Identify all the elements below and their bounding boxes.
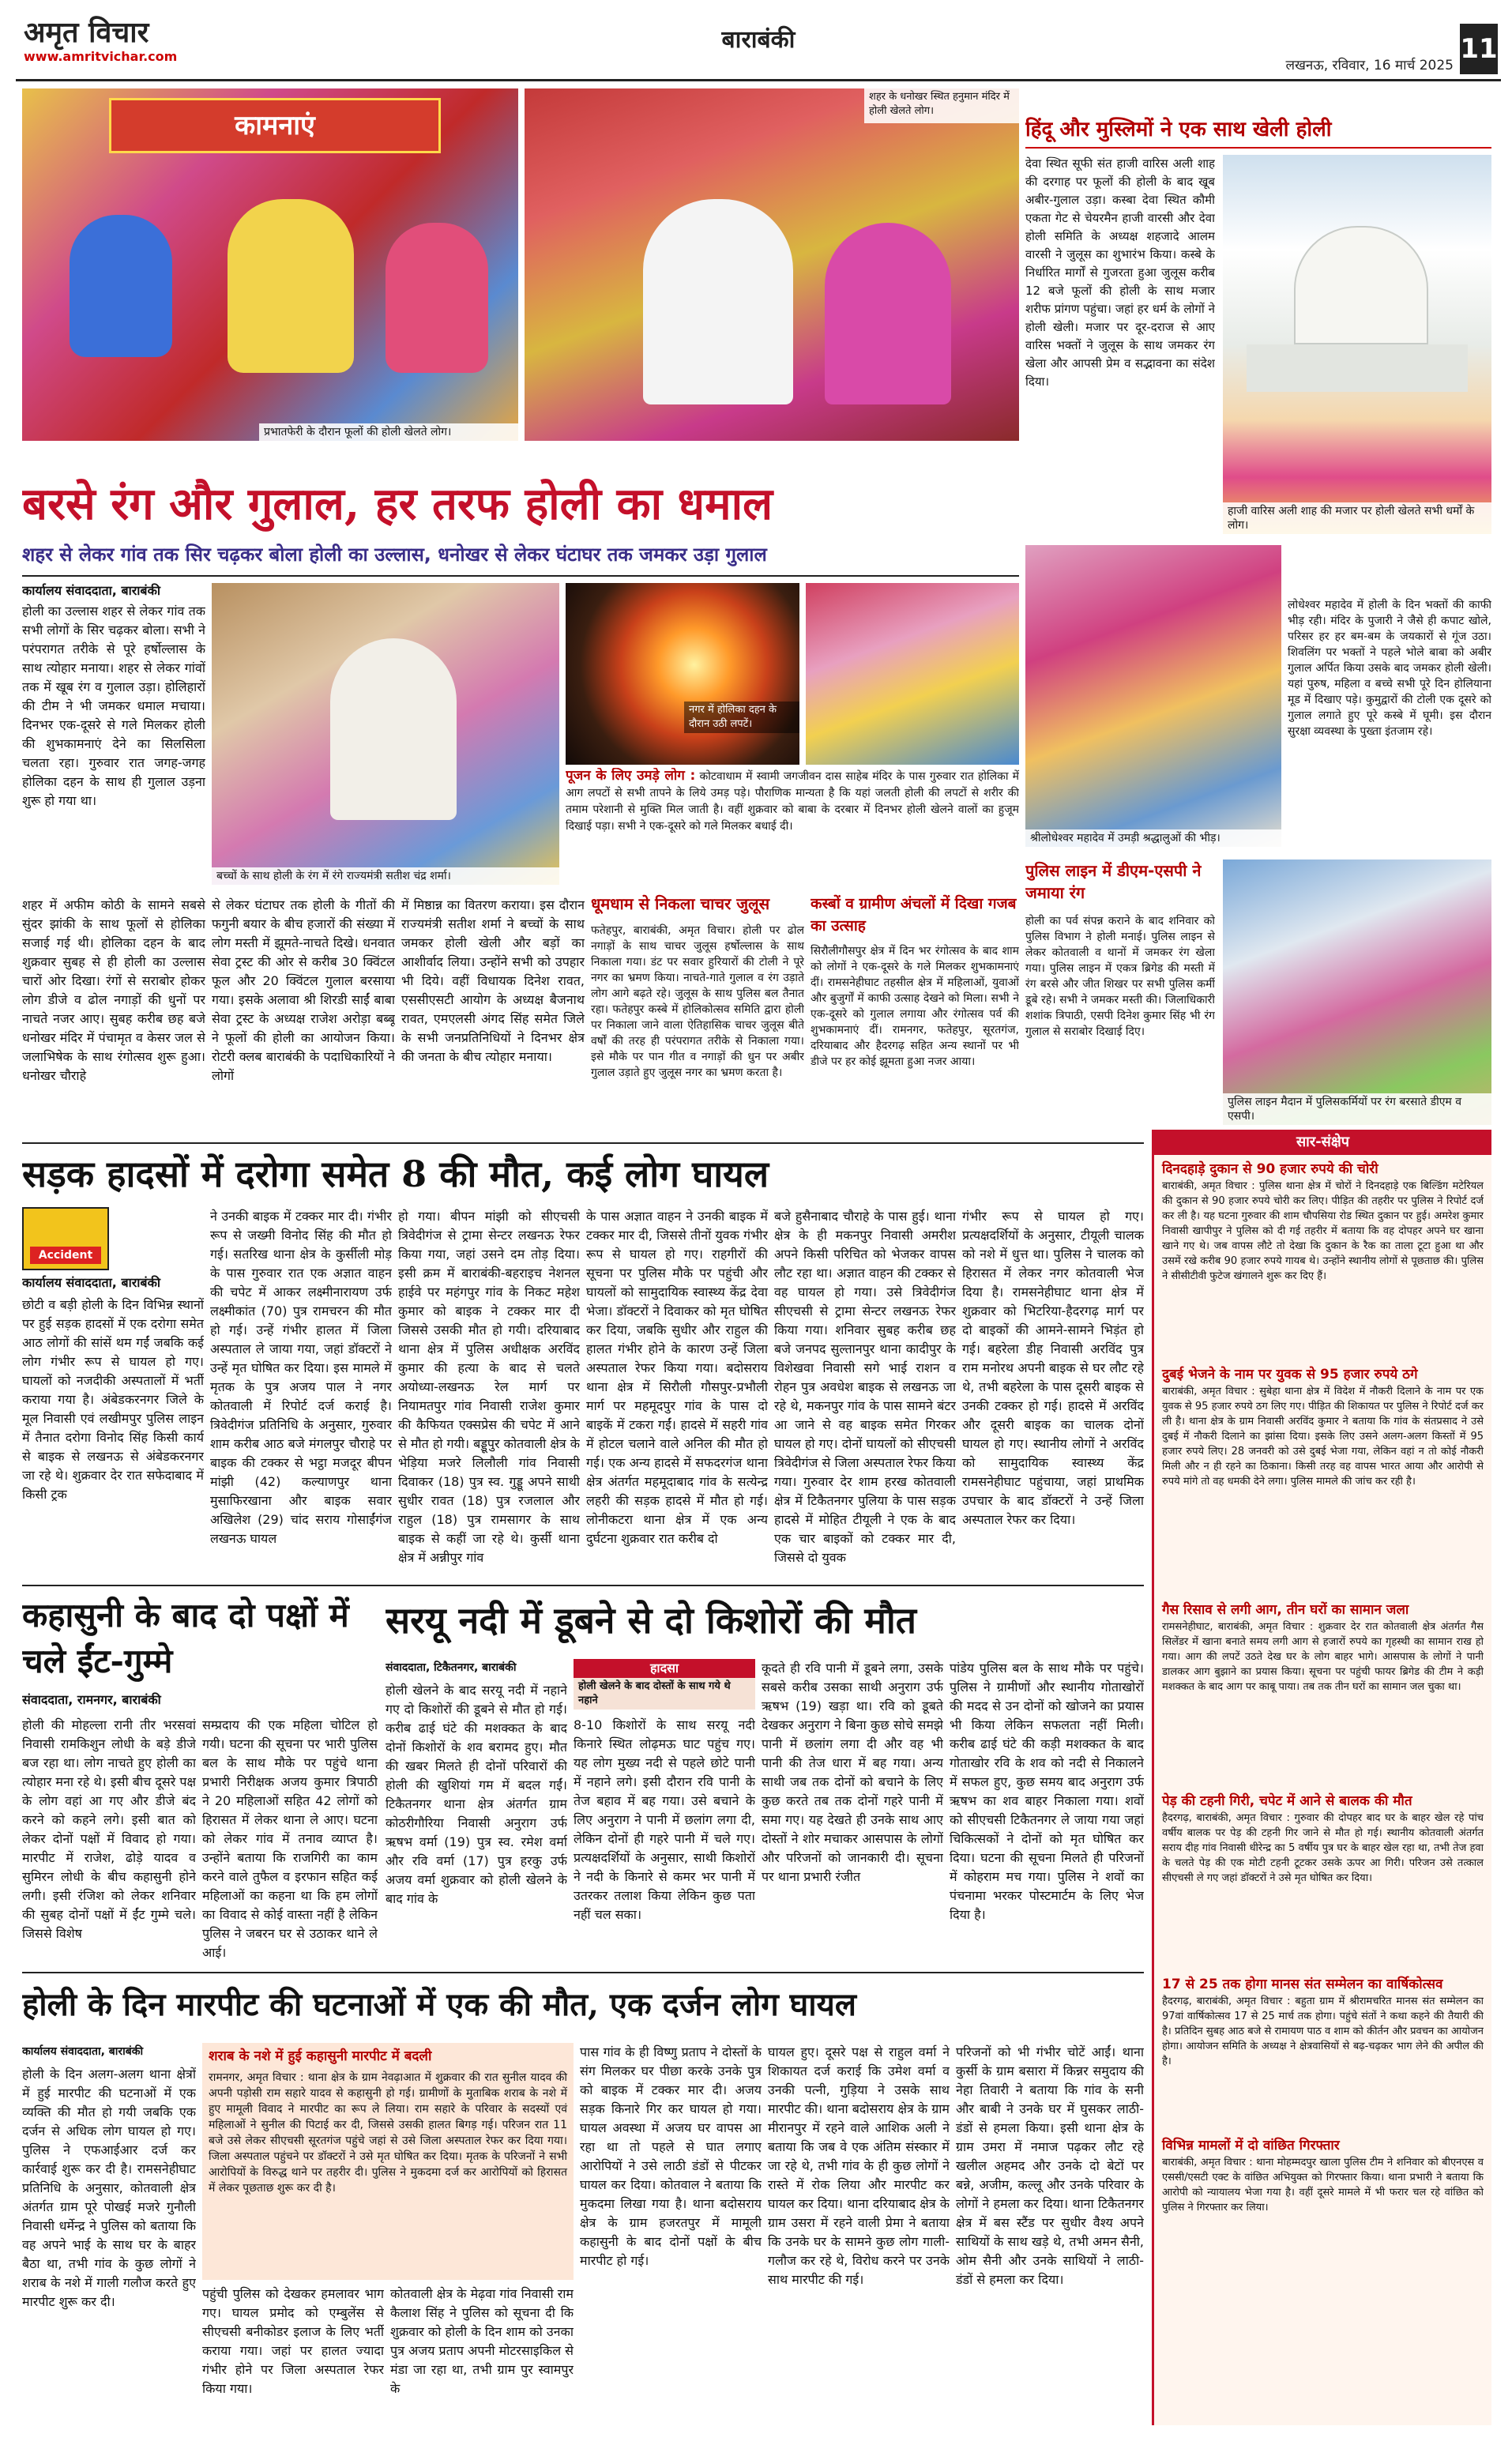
unity-body: देवा स्थित सूफी संत हाजी वारिस अली शाह की दरगाह पर फूलों की होली के बाद खूब अबीर-गुलाल उड़ा। कस्बा देवा स्थित कौमी एकता गेट से चेयरमैन हाजी वारसी और देवा होली समिति के अध्यक्ष शहजादे आलम वारसी ने जुलूस का शुभारंभ किया। कस्बे के निर्धारित मार्गों से गुजरता हुआ जुलूस करीब 12 बजे फूलों की होली के साथ मजार शरीफ प्रांगण पहुंचा। जहां हर धर्म के लोगों ने होली खेली। मजार पर दूर-दराज से आए वारिस भक्तों ने जुलूस के साथ जमकर रंग खेला और आपसी प्रेम व सद्भावना का संदेश दिया। [1025,156,1215,389]
figure-shape [825,223,951,404]
quarrel-col6: परिजनों को भी गंभीर चोटें आईं। थाना कुर्सी के ग्राम बसारा में किन्नर समुदाय की नेहा तिवारी ने बताया कि गांव के सनी और बाबी ने उनके घर में घुसकर लाठी-डंडों से हमला किया। इसी थाना क्षेत्र के ग्राम उमरा में नमाज पढ़कर लौट रहे खलील अहमद और उनके दो बेटों पर बन्ने, अजीम, कल्लू और उनके परिवार के लोगों ने हमला कर दिया। थाना टिकैतनगर क्षेत्र में बस स्टैंड पर सुधीर वैश्य अपने साथियों के साथ खड़े थे, तभी अमन सैनी, ओम सैनी और उनके साथियों ने लाठी-डंडों से हमला कर दिया। [956,2044,1144,2287]
villages-body: सिरौलीगौसपुर क्षेत्र में दिन भर रंगोत्सव के बाद शाम को लोगों ने एक-दूसरे के गले मिलकर शुभकामनाएं दीं। रामसनेहीघाट तहसील क्षेत्र में महिलाओं, युवाओं और बुजुर्गों में काफी उत्साह देखने को मिला। सभी ने एक-दूसरे को गुलाल लगाया और रंगोत्सव पर्व की शुभकामनाएं दीं। रामनगर, फतेहपुर, सूरतगंज, दरियाबाद और हैदरगढ़ सहित अन्य स्थानों पर भी डीजे पर हर कोई झूमता हुआ नजर आया। [811,945,1019,1068]
byline-text: कार्यालय संवाददाता, बाराबंकी [22,2045,144,2058]
argument-headline-box [22,1593,378,1687]
photo-caption: शहर के धनोखर स्थित हनुमान मंदिर में होली खेलते लोग। [864,88,1019,123]
lead-headline-box [22,474,1019,537]
quarrel-byline [22,2043,196,2063]
lead-subhead: शहर से लेकर गांव तक सिर चढ़कर बोला होली का उल्लास, धनोखर से लेकर घंटाघर तक जमकर उड़ा गुलाल [22,544,767,566]
lead-col3: में मिष्ठान्न का वितरण कराया। इस दौरान राज्यमंत्री सतीश शर्मा ने बच्चों के साथ जमकर होली खेली और बड़ों का आशीर्वाद लिया। उन्होंने सभी को उपहार भी दिये। वहीं विधायक दिनेश रावत, एससीएसटी आयोग के अध्यक्ष बैजनाथ रावत, एमएलसी अंगद सिंह समेत जिले के सभी जनप्रतिनिधियों ने दिनभर क्षेत्र की जनता के बीच त्योहार मनाया। [401,897,585,1064]
sidebar-item-title: 17 से 25 तक होगा मानस संत सम्मेलन का वार्षिकोत्सव [1162,1977,1443,1992]
sidebar-item-body: बाराबंकी, अमृत विचार : थाना मोहम्मदपुर खाला पुलिस टीम ने शनिवार को बीएनएस व एससी/एसटी एक्ट के वांछित अभियुक्त को गिरफ्तार किया। थाना प्रभारी ने बताया कि आरोपी को न्यायालय भेजा गया है। वहीं दूसरे मामले में भी फरार चल रहे वांछित को पुलिस ने गिरफ्तार कर लिया। [1162,2157,1484,2214]
argument-headline: कहासुनी के बाद दो पक्षों में चले ईंट-गुम्मे [22,1596,349,1680]
photo-caption: नगर में होलिका दहन के दौरान उठी लपटें। [684,702,799,733]
unity-headline: हिंदू और मुस्लिमों ने एक साथ खेली होली [1025,118,1332,141]
dome-shape [1294,226,1428,344]
shiv-body: लोधेश्वर महादेव में होली के दिन भक्तों की काफी भीड़ रही। मंदिर के पुजारी ने जैसे ही कपाट खोले, परिसर हर हर बम-बम के जयकारों से गूंज उठा। शिवलिंग पर भक्तों ने पहले भोले बाबा को अबीर गुलाल अर्पित किया उसके बाद जमकर होली खेली। यहां पुरुष, महिला व बच्चे सभी पूरे दिन होलियाना मूड में दिखाए पड़े। कुमुद्वारों की टोली एक दूसरे को गुलाल लगाते हुए पूरे कस्बे में घूमी। इस दौरान सुरक्षा व्यवस्था के पुख्ता इंतजाम रहे। [1288,599,1491,738]
photo-caption: बच्चों के साथ होली के रंग में रंगे राज्यमंत्री सतीश चंद्र शर्मा। [212,867,559,885]
hadsa-box [574,1659,755,1710]
police-headline: पुलिस लाइन में डीएम-एसपी ने जमाया रंग [1025,861,1202,902]
accidents-col4: के पास अज्ञात वाहन ने उनकी बाइक में टक्कर मार दी, जिससे तीनों युवक गंभीर रूप से घायल हो गए। राहगीरों की सूचना पर पुलिस मौके पर पहुंची और घायलों को सामुदायिक स्वास्थ्य केंद्र देवा भेजा। डॉक्टरों ने दिवाकर को मृत घोषित कर दिया, जबकि सुधीर और राहुल की हालत गंभीर होने के कारण उन्हें जिला अस्पताल रेफर किया गया। बदोसराय थाना क्षेत्र में सिरौली गौसपुर-प्रभौली मार्ग पर महमूदपुर गांव के पास दो बाइकें में टकरा गईं। हादसे में सहरी गांव में होटल चलाने वाले अनिल की मौत हो गई। एक अन्य हादसे में सफदरगंज थाना क्षेत्र अंतर्गत महमूदाबाद गांव के सत्येन्द्र लहरी की सड़क हादसे में मौत हो गई। लोनीकटरा थाना क्षेत्र में एक अन्य दुर्घटना शुक्रवार रात करीब दो [586,1209,768,1546]
lead-rule [22,575,1019,577]
drowning-col3: कूदते ही रवि पानी में डूबने लगा, उसके सबसे करीब उसका साथी अनुराग उर्फ ऋषभ (19) खड़ा था। रवि को डूबते देखकर अनुराग ने बिना कुछ सोचे समझे पानी में छलांग लगा दी और वह भी पानी की तेज धारा में बह गया। अन्य साथी जब तक दोनों को बचाने के लिए कुछ करते तब तक दोनों गहरे पानी में समा गए। यह देखते ही उनके साथ आए दोस्तों ने शोर मचाकर आसपास के लोगों और परिजनों को जानकारी दी। सूचना पर थाना प्रभारी रंजीत [762,1661,943,1884]
quarrel-headline: होली के दिन मारपीट की घटनाओं में एक की मौत, एक दर्जन लोग घायल [22,1986,856,2023]
sidebar-item-title: गैस रिसाव से लगी आग, तीन घरों का सामान जला [1162,1602,1409,1618]
hadsa-tag: हादसा [574,1659,755,1678]
byline-text: संवाददाता, रामनगर, बाराबंकी [22,1692,161,1707]
section-rule [22,1972,1144,1973]
chachar-headline-box [591,893,804,921]
photo-prabhatferi [22,88,518,441]
accidents-col3: हो गया। बीपन मांझी को सीएचसी त्रिवेदीगंज से ट्रामा सेन्टर लखनऊ रेफर किया गया, जहां उसने दम तोड़ दिया। इसी क्रम में बाराबंकी-बहराइच नेशनल हाईवे पर महंगपुर गांव के निकट महेश कुमार को बाइक ने टक्कर मार दी जिससे उसकी मौत हो गयी। दरियाबाद थाना क्षेत्र में पुलिस अधीक्षक अरविंद कुमार की हत्या के बाद से चलते अयोध्या-लखनऊ रेल मार्ग पर नियामतपुर गांव निवासी राजेश कुमार की कैफियत एक्सप्रेस की चपेट में आने से मौत हो गयी। बड्डूपुर कोतवाली क्षेत्र के भेड़िया मजरे लिलौली गांव निवासी दिवाकर (18) पुत्र स्व. गुड्डू अपने साथी सुधीर रावत (18) पुत्र रजलाल और राहुल (18) पुत्र रामसागर के साथ बाइक से कहीं जा रहे थे। कुर्सी थाना क्षेत्र में अन्नीपुर गांव [398,1209,580,1565]
section-rule [22,1142,1144,1144]
argument-col1: होली की मोहल्ला रानी तीर भरसवां निवासी रामकिशुन लोधी के बड़े डीजे बज रहा था। लोग नाचते हुए होली का त्योहार मना रहे थे। इसी बीच दूसरे पक्ष के लोग वहां आ गए और डीजे बंद करने को कहने लगे। इसी बात को लेकर दोनों पक्षों में विवाद हो गया। मारपीट में राजेश, ढोड़े यादव व सुमिरन लोधी के बीच कहासुनी होने लगी। इसी रंजिश को लेकर शनिवार की सुबह दोनों पक्षों में ईंट गुम्मे चले। जिससे विशेष [22,1717,196,1941]
drowning-headline-box [386,1593,1144,1653]
drowning-byline [386,1659,567,1680]
sidebar-items [1154,1155,1491,2266]
lead-headline: बरसे रंग और गुलाल, हर तरफ होली का धमाल [22,478,773,530]
drowning-col4: पांडेय पुलिस बल के साथ मौके पर पहुंचे। पुलिस ने ग्रामीणों और स्थानीय गोताखोरों की मदद से उन दोनों को खोजने का प्रयास भी किया लेकिन सफलता नहीं मिली। करीब ढाई घंटे की कड़ी मशक्कत के बाद गोताखोर रवि के शव को नदी से निकालने में सफल हुए, कुछ समय बाद अनुराग उर्फ ऋषभ का शव बाहर निकाला गया। शवों को सीएचसी टिकैतनगर ले जाया गया जहां चिकित्सकों ने दोनों को मृत घोषित कर दिया। घटना की सूचना मिलते ही परिजनों में कोहराम मच गया। पुलिस ने शवों का पंचनामा भरकर पोस्टमार्टम के लिए भेज दिया है। [950,1661,1144,1922]
puja-title: पूजन के लिए उमड़े लोग : [566,768,696,784]
sidebar-item-body: हैदरगढ़, बाराबंकी, अमृत विचार : गुरुवार की दोपहर बाद घर के बाहर खेल रहे पांच वर्षीय बालक पर पेड़ की टहनी गिर जाने से मौत हो गई। स्थानीय कोतवाली अंतर्गत सराय दीह गांव निवासी धीरेन्द्र का 5 वर्षीय पुत्र घर के बाहर खेल रहा था, तभी तेज हवा के चलते पेड़ की एक मोटी टहनी टूटकर उसके ऊपर आ गिरी। परिजन उसे तत्काल सीएचसी ले गए जहां डॉक्टरों ने उसे मृत घोषित कर दिया। [1162,1812,1484,1884]
accidents-col2: ने उनकी बाइक में टक्कर मार दी। गंभीर रूप से जख्मी विनोद सिंह की मौत हो गई। सतरिख थाना क्षेत्र के कुर्सीली मोड़ के पास गुरुवार रात एक अज्ञात वाहन की चपेट में आकर लक्ष्मीनारायण उर्फ लक्ष्मीकांत (70) पुत्र रामचरन की मौत हो गई। उन्हें गंभीर हालत में जिला अस्पताल ले जाया गया, जहां डॉक्टरों ने उन्हें मृत घोषित कर दिया। इस मामले में मृतक के पुत्र अजय पाल ने नगर कोतवाली में रिपोर्ट दर्ज कराई है। त्रिवेदीगंज प्रतिनिधि के अनुसार, गुरुवार शाम करीब आठ बजे मंगलपुर चौराहे पर बाइक की टक्कर से भट्ठा मजदूर बीपन मांझी (42) कल्याणपुर थाना मुसाफिरखाना और बाइक सवार अखिलेश (29) चांद सराय गोसाईंगंज लखनऊ घायल [210,1209,392,1546]
puja-body: कोटवाधाम में स्वामी जगजीवन दास साहेब मंदिर के पास गुरुवार रात होलिका में आग लपटों से सभी तापने के लिये उमड़ पड़े। पौराणिक मान्यता है कि यहां जलती होली की लपटों से शरीर की तमाम परेशानी से मुक्ति मिल जाती है। वहीं शुक्रवार को बाबा के दरबार में दिनभर होली खेलने वालों का हुजूम दिखाई पड़ा। सभी ने एक-दूसरे को गले मिलकर बधाई दी। [566,770,1019,833]
section-title: बाराबंकी [721,26,795,54]
police-headline-box [1025,860,1215,910]
sidebar-header: सार-संक्षेप [1154,1130,1491,1155]
argument-byline [22,1691,378,1711]
brand-logo: अमृत विचार [24,16,149,49]
quarrel-col2: पहुंची पुलिस को देखकर हमलावर भाग गए। घायल प्रमोद को एम्बुलेंस से सीएचसी बनीकोडर इलाज के लिए भर्ती कराया गया। जहां पर हालत ज्यादा गंभीर होने पर जिला अस्पताल रेफर किया गया। [202,2286,384,2396]
photo-caption: पुलिस लाइन मैदान में पुलिसकर्मियों पर रंग बरसाते डीएम व एसपी। [1223,1093,1491,1125]
accident-label: Accident [30,1247,101,1264]
accidents-col6: गंभीर रूप से घायल हो गए। प्रत्यक्षदर्शियों के अनुसार, टीयूली चालक को नशे में धुत्त था। पुलिस ने चालक को हिरासत में लेकर नगर कोतवाली भेज दिया है। रामसनेहीघाट थाना क्षेत्र में शुक्रवार को भिटरिया-हैदरगढ़ मार्ग पर दो बाइकों की आमने-सामने भिड़ंत हो गई। बहरेला डीह निवासी अरविंद पुत्र राम मनोरथ अपनी बाइक से घर लौट रहे थे, तभी बहरेला के पास दूसरी बाइक से उनकी टक्कर हो गई। हादसे में अरविंद और दूसरी बाइक का चालक दोनों घायल हो गए। स्थानीय लोगों ने अरविंद को सामुदायिक स्वास्थ्य केंद्र रामसनेहीघाट पहुंचाया, जहां प्राथमिक उपचार के बाद डॉक्टरों ने उन्हें जिला अस्पताल रेफर कर दिया। [962,1209,1144,1527]
sidebar-item-body: हैदरगढ़, बाराबंकी, अमृत विचार : बहुता ग्राम में श्रीरामचरित मानस संत सम्मेलन का 97वां वार्षिकोत्सव 17 से 25 मार्च तक होगा। पहुंचे संतों ने कथा कहने की तैयारी की है। प्रतिदिन सुबह आठ बजे से रामायण पाठ व शाम को कीर्तन और प्रवचन का आयोजन होगा। आयोजन समिति के अध्यक्ष ने क्षेत्रवासियों से बढ़-चढ़कर भाग लेने की अपील की है। [1162,1995,1484,2067]
lead-col1: होली का उल्लास शहर से लेकर गांव तक सभी लोगों के सिर चढ़कर बोला। सभी ने परंपरागत तरीके से पूरे हर्षोल्लास के साथ त्योहार मनाया। शहर से लेकर गांवों तक में खूब रंग व गुलाल उड़ा। होलिहारों की टीम ने भी जमकर धमाल मचाया। दिनभर एक-दूसरे से गले मिलकर होली की शुभकामनाएं देने का सिलसिला चलता रहा। गुरुवार रात जगह-जगह होलिका दहन के साथ ही गुलाल उड़ना शुरू हो गया था। [22,604,205,808]
accidents-byline [22,1273,204,1294]
byline-text: संवाददाता, टिकैतनगर, बाराबंकी [386,1661,517,1674]
quarrel-col3: कोतवाली क्षेत्र के मेढ़वा गांव निवासी राम कैलाश सिंह ने पुलिस को सूचना दी कि शुक्रवार को होली के दिन शाम को उनका पुत्र अजय प्रताप अपनी मोटरसाइकिल से मंडा जा रहा था, तभी ग्राम पुर स्वामपुर के [390,2286,574,2396]
liquor-box [202,2043,574,2280]
photo-hanuman-mandir [525,88,1019,441]
drowning-col1: होली खेलने के बाद सरयू नदी में नहाने गए दो किशोरों की डूबने से मौत हो गई। करीब ढाई घंटे की मशक्कत के बाद दोनों किशोरों के शव बरामद हुए। मौत की खबर मिलते ही दोनों परिवारों की होली की खुशियां गम में बदल गईं। टिकैतनगर थाना क्षेत्र अंतर्गत ग्राम कोठरीगौरिया निवासी अनुराग उर्फ ऋषभ वर्मा (19) पुत्र स्व. रमेश वर्मा और रवि वर्मा (17) पुत्र हरकु उर्फ अजय वर्मा शुक्रवार को होली खेलने के बाद गांव के [386,1683,567,1906]
accidents-headline-box [22,1147,1144,1204]
drowning-col2: 8-10 किशोरों के साथ सरयू नदी किनारे स्थित लोढ़मऊ घाट पहुंच गए। यह लोग मुख्य नदी से पहले छोटे पानी में नहाने लगे। इसी दौरान रवि पानी के तेज बहाव में बह गया। उसे बचाने के लिए अनुराग ने पानी में छलांग लगा दी, लेकिन दोनों ही गहरे पानी में चले गए। प्रत्यक्षदर्शियों के अनुसार, साथी किशोरों ने नदी के किनारे से कमर भर पानी में उतरकर तलाश किया लेकिन कुछ पता नहीं चल सका। [574,1717,755,1922]
unity-headline-box [1025,114,1491,149]
lead-byline [22,581,243,602]
dateline [1106,55,1454,77]
sidebar-item-title: पेड़ की टहनी गिरी, चपेट में आने से बालक की मौत [1162,1793,1412,1809]
lead-col2: से लेकर घंटाघर तक होली के गीतों की फगुनी बयार के बीच हजारों की संख्या में लोग मस्ती में झूमते-नाचते दिखे। धनवात सेवा ट्रस्ट की ओर से करीब 30 क्विंटल फूल और 20 क्विंटल गुलाल बरसाया गया। इसके अलावा श्री शिरडी साईं बाबा सेवा ट्रस्ट के अध्यक्ष राजेश अरोड़ा बब्बू ने फूलों की होली का आयोजन किया। रोटरी क्लब बाराबंकी के पदाधिकारियों ने लोगों [212,897,395,1083]
accident-icon [22,1207,109,1270]
photo-caption: हाजी वारिस अली शाह की मजार पर होली खेलते सभी धर्मों के लोग। [1223,502,1491,534]
sidebar-item-title: विभिन्न मामलों में दो वांछित गिरफ्तार [1162,2138,1340,2153]
page-number: 11 [1460,24,1498,74]
accidents-headline: सड़क हादसों में दरोगा समेत 8 की मौत, कई लोग घायल [22,1153,769,1195]
figure-shape [386,223,488,373]
sidebar-item-body: रामसनेहीघाट, बाराबंकी, अमृत विचार : शुक्रवार देर रात कोतवाली क्षेत्र अंतर्गत गैस सिलेंडर में खाना बनाते समय लगी आग से हजारों रुपये का गृहस्थी का सामान राख हो गया। आग की लपटें उठते देख घर के लोग बाहर भागे। आसपास के लोगों ने पानी डालकर आग बुझाने का प्रयास किया। सूचना पर पहुंची फायर ब्रिगेड की टीम ने कड़ी मशक्कत के बाद आग पर काबू पाया। तब तक तीन घरों का सामान जल चुका था। [1162,1621,1484,1693]
photo-colour-crowd [806,583,1019,765]
brand-block [24,16,221,71]
figure-shape [643,199,793,404]
photo-kids [212,583,559,885]
dateline-text: लखनऊ, रविवार, 16 मार्च 2025 [1285,58,1454,73]
section-name [648,22,869,62]
byline-text: कार्यालय संवाददाता, बाराबंकी [22,1275,160,1290]
lead-subhead-box [22,540,1019,572]
figure-shape [70,215,172,357]
accidents-col1: छोटी व बड़ी होली के दिन विभिन्न स्थानों पर हुई सड़क हादसों में एक दरोगा समेत आठ लोगों की सांसें थम गईं जबकि कई लोग गंभीर रूप से घायल हो गए। घायलों को नजदीकी अस्पतालों में भर्ती कराया गया है। अंबेडकरनगर जिले के मूल निवासी एवं लखीमपुर पुलिस लाइन में तैनात दरोगा विनोद सिंह किसी कार्य से बाइक से लखनऊ से अंबेडकरनगर जा रहे थे। शुक्रवार देर रात सफेदाबाद में किसी ट्रक [22,1297,204,1502]
photo-caption: श्रीलोधेश्वर महादेव में उमड़ी श्रद्धालुओं की भीड़। [1025,829,1281,847]
photo-lodheshwar [1025,545,1281,847]
accidents-col5: बजे हुसैनाबाद चौराहे के पास हुई। थाना क्षेत्र के ही मकनपुर निवासी अमरीश अपने किसी परिचित को भेजकर वापस लौट रहा था। अज्ञात वाहन की टक्कर से वह घायल हो गया। उसे त्रिवेदीगंज सीएचसी से ट्रामा सेन्टर लखनऊ रेफर किया गया। शनिवार सुबह करीब छह बजे जनपद सुल्तानपुर थाना कादीपुर के विशेखवा निवासी सगे भाई राशन व रोहन पुत्र अवधेश बाइक से लखनऊ जा रहे थे, मकनपुर गांव के पास सामने बंटर आ जाने से वह बाइक समेत गिरकर घायल हो गए। दोनों घायलों को सीएचसी त्रिवेदीगंज से जिला अस्पताल रेफर किया गया। गुरुवार देर शाम हरख कोतवाली क्षेत्र में टिकैतनगर पुलिया के पास सड़क हादसे में मोहित टीयूली ने एक के बाद एक चार बाइकों को टक्कर मार दी, जिससे दो युवक [774,1209,956,1565]
sidebar-item-body: बाराबंकी, अमृत विचार : सुबेहा थाना क्षेत्र में विदेश में नौकरी दिलाने के नाम पर एक युवक से 95 हजार रुपये ठग लिए गए। पीड़ित की शिकायत पर पुलिस ने रिपोर्ट दर्ज कर ली है। थाना क्षेत्र के ग्राम निवासी अरविंद कुमार ने बताया कि गांव के संतप्रसाद ने उसे दुबई में नौकरी दिलाने का झांसा दिया। इसके लिए उसने अलग-अलग किस्तों में 95 हजार रुपये लिए। 28 जनवरी को उसे दुबई भेजा गया, लेकिन वहां न तो कोई नौकरी मिली और न ही रहने का ठिकाना। किसी तरह वह वापस भारत आया और आरोपी से रुपये मांगे तो वह धमकी देने लगा। पुलिस मामले की जांच कर रही है। [1162,1386,1484,1488]
sidebar-item-body: बाराबंकी, अमृत विचार : पुलिस थाना क्षेत्र में चोरों ने दिनदहाड़े एक बिल्डिंग मटेरियल की दुकान से 90 हजार रुपये चोरी कर लिए। पीड़ित की तहरीर पर पुलिस ने रिपोर्ट दर्ज कर ली है। यह घटना गुरुवार की शाम चौपसिया रोड स्थित दुकान पर हुई। अमरेश कुमार निवासी खापीपुर ने पुलिस को दी गई तहरीर में बताया कि वह दोपहर अपने घर खाना खाने गए थे। जब वापस लौटे तो देखा कि दुकान के रैक का ताला टूटा हुआ था और उसमें रखे करीब 90 हजार रुपये गायब थे। उन्होंने स्थानीय लोगों से पूछताछ की। पुलिस ने सीसीटीवी फुटेज खंगालने शुरू कर दिए हैं। [1162,1180,1484,1282]
byline-text: कार्यालय संवाददाता, बाराबंकी [22,583,160,598]
puja-box [566,768,1019,885]
quarrel-headline-box [22,1978,1144,2038]
hadsa-line: होली खेलने के बाद दोस्तों के साथ गये थे नहाने [578,1680,731,1706]
chachar-body: फतेहपुर, बाराबंकी, अमृत विचार। होली पर ढोल नगाड़ों के साथ चाचर जुलूस हर्षोल्लास के साथ निकाला गया। डंट पर सवार हुरियारों की टोली ने पूरे नगर का भ्रमण किया। नाचते-गाते गुलाल व रंग उड़ाते लोग आगे बढ़ते रहे। जुलूस के साथ पुलिस बल तैनात रहा। फतेहपुर कस्बे में होलिकोत्सव समिति द्वारा होली पर निकाला जाने वाला ऐतिहासिक चाचर जुलूस बीते वर्षों की तरह ही परंपरागत तरीके से निकाला गया। इसे मौके पर पान गीत व नगाड़ों की धुन पर अबीर गुलाल उड़ाते हुए जुलूस नगर का भ्रमण करता है। [591,924,804,1079]
figure-shape [330,638,457,820]
liquor-headline: शराब के नशे में हुई कहासुनी मारपीट में बदली [209,2048,432,2064]
section-rule [22,1585,1144,1586]
sidebar-item-title: दिनदहाड़े दुकान से 90 हजार रुपये की चोरी [1162,1161,1378,1177]
quarrel-col5: घायल हुए। दूसरे पक्ष से राहुल वर्मा ने शिकायत दर्ज कराई कि उमेश वर्मा व उनकी पत्नी, गुड़िया ने उसके साथ मारपीट की। थाना बदोसराय क्षेत्र के ग्राम मीरानपुर में रहने वाले आशिक अली ने बताया कि जब वे एक अंतिम संस्कार में जा रहे थे, तभी गांव के ही कुछ लोगों ने रास्ते में रोक लिया और मारपीट कर घायल कर दिया। थाना दरियाबाद क्षेत्र के ग्राम उसरा में रहने वाली प्रेमा ने बताया कि उनके घर के सामने कुछ लोग गाली-गलौज कर रहे थे, विरोध करने पर उनके साथ मारपीट की गई। [768,2044,950,2287]
drowning-headline: सरयू नदी में डूबने से दो किशोरों की मौत [386,1599,916,1642]
sidebar [1152,1130,1491,2425]
chachar-headline: धूमधाम से निकला चाचर जुलूस [591,894,770,913]
villages-headline: कस्बों व ग्रामीण अंचलों में दिखा गजब का उत्साह [811,895,1017,935]
quarrel-col1: होली के दिन अलग-अलग थाना क्षेत्रों में हुई मारपीट की घटनाओं में एक व्यक्ति की मौत हो गयी जबकि एक दर्जन से अधिक लोग घायल हो गए। पुलिस ने एफआईआर दर्ज कर कार्रवाई शुरू कर दी है। रामसनेहीघाट प्रतिनिधि के अनुसार, कोतवाली क्षेत्र अंतर्गत ग्राम पूरे पोखई मजरे गुनौली निवासी धर्मेन्द्र ने पुलिस को बताया कि वह अपने भाई के साथ घर के बाहर बैठा था, तभी गांव के कुछ लोगों ने शराब के नशे में गाली गलौज करते हुए मारपीट शुरू कर दी। [22,2067,196,2309]
photo-caption: प्रभातफेरी के दौरान फूलों की होली खेलते लोग। [259,423,518,441]
sidebar-item-title: दुबई भेजने के नाम पर युवक से 95 हजार रुपये ठगे [1162,1367,1418,1382]
website[interactable]: www.amritvichar.com [24,49,178,64]
photo-dewa-mazar [1223,155,1491,534]
photo-police-lines [1223,860,1491,1125]
photo-banner: कामनाएं [109,98,441,153]
photo-holika-fire [566,583,799,765]
police-body: होली का पर्व संपन्न कराने के बाद शनिवार को पुलिस विभाग ने होली मनाई। पुलिस लाइन से लेकर कोतवाली व थानों में जमकर रंग खेला गया। पुलिस लाइन में एकत्र ब्रिगेड की मस्ती में रंग बरसे और जीत शिखर पर सभी पुलिस कर्मी डूबे रहे। सभी ने जमकर मस्ती की। जिलाधिकारी शशांक त्रिपाठी, एसपी दिनेश कुमार सिंह भी रंग गुलाल से सराबोर दिखाई दिए। [1025,915,1215,1038]
villages-headline-box [811,893,1019,942]
quarrel-col4: पास गांव के ही विष्णु प्रताप ने दोस्तों के संग मिलकर घर पीछा करके उनके पुत्र को बाइक में टक्कर मार दी। अजय सड़क किनारे गिर कर घायल हो गया। घायल अवस्था में अजय घर वापस आ रहा था तो पहले से घात लगाए आरोपियों ने उसे लाठी डंडों से पीटकर घायल कर दिया। कोतवाल ने बताया कि मुकदमा लिखा गया है। थाना बदोसराय क्षेत्र के ग्राम हजरतपुर में मामूली कहासुनी के बाद दोनों पक्षों के बीच मारपीट हो गई। [580,2044,762,2268]
building-shape [1247,344,1468,392]
liquor-body: रामनगर, अमृत विचार : थाना क्षेत्र के ग्राम नेवढ़ाआत में शुक्रवार की रात सुनील यादव की अपनी पड़ोसी राम सहारे यादव से कहासुनी हो गई। ग्रामीणों के मुताबिक शराब के नशे में हुए मामूली विवाद ने मारपीट का रूप ले लिया। राम सहारे के परिवार के सदस्यों एवं महिलाओं ने सुनील की पिटाई कर दी, जिससे उसकी हालत बिगड़ गई। परिजन रात 11 बजे उसे लेकर सीएचसी सूरतगंज पहुंचे जहां से उसे जिला अस्पताल रेफर कर दिया गया। जिला अस्पताल पहुंचने पर डॉक्टरों ने उसे मृत घोषित कर दिया। मृतक के परिजनों ने सभी आरोपियों के विरुद्ध थाने पर तहरीर दी। पुलिस ने मुकदमा दर्ज कर आरोपियों को हिरासत में लेकर पूछताछ शुरू कर दी है। [209,2071,567,2195]
argument-col2: सम्प्रदाय की एक महिला चोटिल हो गयी। घटना की सूचना पर भारी पुलिस बल के साथ मौके पर पहुंचे थाना प्रभारी निरीक्षक अजय कुमार त्रिपाठी ने 20 महिलाओं सहित 42 लोगों को हिरासत में लेकर थाना ले आए। घटना को लेकर गांव में तनाव व्याप्त है। उन्होंने बताया कि राजगिरी का काम करने वाले तुफैल व इरफान सहित कई महिलाओं का कहना था कि हम लोगों का विवाद से कोई वास्ता नहीं है लेकिन पुलिस ने जबरन घर से उठाकर थाने ले आई। [202,1717,378,1960]
figure-shape [228,199,354,373]
masthead-rule [16,79,1501,81]
lead-col1b: शहर में अफीम कोठी के सामने सबसे सुंदर झांकी के साथ फूलों से होलिका सजाई गई थी। होलिका दहन के बाद शुक्रवार सुबह से ही होली का उल्लास चारों ओर दिखा। रंगों से सराबोर होकर लोग डीजे व ढोल नगाड़ों की धुनों पर नाचते नजर आए। सुबह करीब छह बजे धनोखर मंदिर में पंचामृत व केसर जल से जलाभिषेक के साथ रंगोत्सव शुरू हुआ। धनोखर चौराहे [22,897,205,1083]
